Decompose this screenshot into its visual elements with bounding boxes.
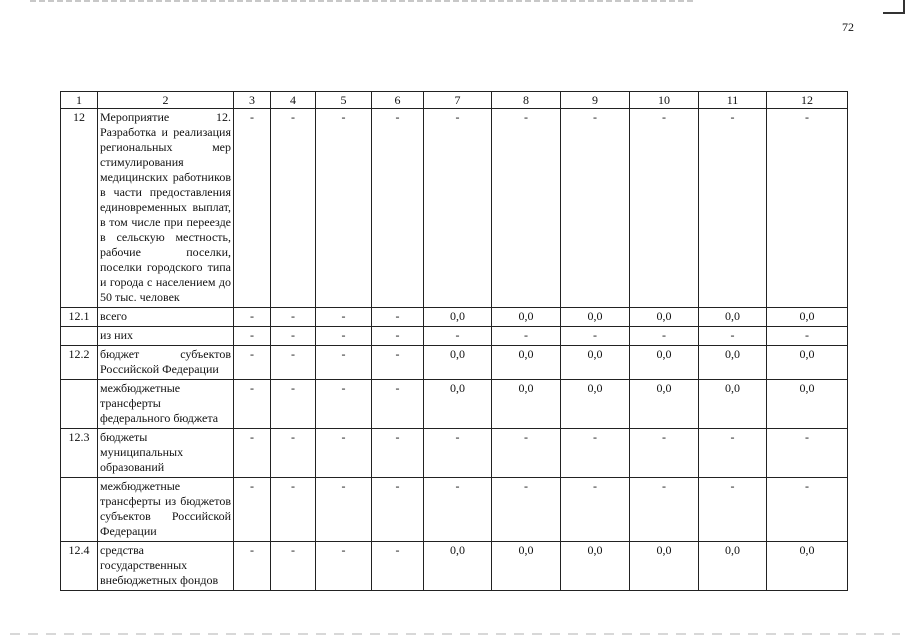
value-cell: - — [372, 327, 424, 346]
value-cell: - — [699, 429, 767, 478]
row-name: бюджеты муниципальных образований — [98, 429, 234, 478]
value-cell: - — [271, 327, 316, 346]
row-name: Мероприятие 12. Разработка и реализация региональных мер стимулирования медицинских работников в части предоставления единовременных выплат, в том числе при переезде в сельскую местность, рабочие поселки, поселки городского типа и города с населением до 50 тыс. человек — [98, 109, 234, 308]
value-cell: 0,0 — [561, 542, 630, 591]
value-cell: - — [234, 478, 271, 542]
value-cell: - — [271, 109, 316, 308]
header-cell: 3 — [234, 92, 271, 109]
value-cell: - — [424, 109, 492, 308]
row-number — [61, 380, 98, 429]
value-cell: - — [630, 109, 699, 308]
value-cell: 0,0 — [492, 380, 561, 429]
value-cell: - — [561, 478, 630, 542]
header-cell: 6 — [372, 92, 424, 109]
value-cell: - — [372, 478, 424, 542]
value-cell: 0,0 — [630, 542, 699, 591]
value-cell: - — [316, 429, 372, 478]
budget-table — [60, 91, 848, 591]
row-number — [61, 327, 98, 346]
value-cell: - — [372, 429, 424, 478]
value-cell: 0,0 — [767, 308, 848, 327]
table-header-row — [61, 92, 848, 109]
value-cell: 0,0 — [561, 380, 630, 429]
value-cell: - — [234, 380, 271, 429]
value-cell: 0,0 — [767, 542, 848, 591]
value-cell: - — [372, 542, 424, 591]
value-cell: 0,0 — [767, 380, 848, 429]
value-cell: - — [492, 478, 561, 542]
value-cell: - — [767, 429, 848, 478]
value-cell: - — [234, 542, 271, 591]
value-cell: - — [767, 478, 848, 542]
value-cell: 0,0 — [424, 346, 492, 380]
table-row — [61, 380, 848, 429]
header-cell: 2 — [98, 92, 234, 109]
value-cell: - — [234, 429, 271, 478]
table-row — [61, 542, 848, 591]
value-cell: 0,0 — [699, 308, 767, 327]
value-cell: - — [271, 429, 316, 478]
value-cell: - — [234, 346, 271, 380]
value-cell: 0,0 — [424, 308, 492, 327]
value-cell: - — [424, 478, 492, 542]
table-row — [61, 109, 848, 308]
value-cell: - — [699, 327, 767, 346]
value-cell: - — [492, 327, 561, 346]
table-row — [61, 308, 848, 327]
value-cell: 0,0 — [699, 380, 767, 429]
row-number: 12 — [61, 109, 98, 308]
value-cell: - — [699, 109, 767, 308]
value-cell: - — [271, 542, 316, 591]
value-cell: 0,0 — [492, 542, 561, 591]
page-number: 72 — [842, 20, 854, 34]
value-cell: - — [630, 327, 699, 346]
table-row — [61, 478, 848, 542]
value-cell: 0,0 — [561, 346, 630, 380]
value-cell: 0,0 — [492, 308, 561, 327]
value-cell: - — [372, 346, 424, 380]
value-cell: 0,0 — [630, 308, 699, 327]
row-number: 12.3 — [61, 429, 98, 478]
row-number: 12.1 — [61, 308, 98, 327]
value-cell: 0,0 — [630, 380, 699, 429]
value-cell: - — [492, 429, 561, 478]
value-cell: - — [316, 380, 372, 429]
header-cell: 1 — [61, 92, 98, 109]
value-cell: - — [316, 542, 372, 591]
scan-edge-top — [30, 0, 695, 2]
value-cell: 0,0 — [699, 542, 767, 591]
value-cell: - — [424, 429, 492, 478]
value-cell: - — [234, 109, 271, 308]
row-number — [61, 478, 98, 542]
value-cell: - — [271, 308, 316, 327]
value-cell: - — [234, 308, 271, 327]
value-cell: 0,0 — [492, 346, 561, 380]
header-cell: 7 — [424, 92, 492, 109]
row-name: средства государственных внебюджетных фондов — [98, 542, 234, 591]
header-cell: 11 — [699, 92, 767, 109]
value-cell: - — [316, 308, 372, 327]
value-cell: - — [767, 327, 848, 346]
value-cell: - — [630, 478, 699, 542]
value-cell: - — [372, 109, 424, 308]
row-name: межбюджетные трансферты из бюджетов субъектов Российской Федерации — [98, 478, 234, 542]
header-cell: 8 — [492, 92, 561, 109]
value-cell: 0,0 — [699, 346, 767, 380]
scan-corner-mark — [883, 0, 905, 14]
header-cell: 9 — [561, 92, 630, 109]
value-cell: 0,0 — [561, 308, 630, 327]
value-cell: - — [271, 478, 316, 542]
value-cell: - — [699, 478, 767, 542]
value-cell: - — [767, 109, 848, 308]
row-name: всего — [98, 308, 234, 327]
value-cell: - — [492, 109, 561, 308]
table-row — [61, 429, 848, 478]
row-name: межбюджетные трансферты федерального бюджета — [98, 380, 234, 429]
value-cell: - — [630, 429, 699, 478]
row-number: 12.2 — [61, 346, 98, 380]
value-cell: - — [316, 109, 372, 308]
table-row — [61, 327, 848, 346]
row-name: бюджет субъектов Российской Федерации — [98, 346, 234, 380]
value-cell: 0,0 — [424, 380, 492, 429]
value-cell: - — [372, 308, 424, 327]
value-cell: - — [271, 380, 316, 429]
header-cell: 5 — [316, 92, 372, 109]
header-cell: 12 — [767, 92, 848, 109]
row-number: 12.4 — [61, 542, 98, 591]
value-cell: 0,0 — [424, 542, 492, 591]
value-cell: - — [372, 380, 424, 429]
value-cell: - — [561, 327, 630, 346]
table-row — [61, 346, 848, 380]
value-cell: - — [424, 327, 492, 346]
header-cell: 10 — [630, 92, 699, 109]
value-cell: - — [271, 346, 316, 380]
value-cell: 0,0 — [767, 346, 848, 380]
value-cell: - — [234, 327, 271, 346]
value-cell: - — [316, 478, 372, 542]
header-cell: 4 — [271, 92, 316, 109]
row-name: из них — [98, 327, 234, 346]
scan-edge-bottom — [10, 633, 900, 635]
value-cell: - — [316, 346, 372, 380]
value-cell: 0,0 — [630, 346, 699, 380]
value-cell: - — [561, 109, 630, 308]
value-cell: - — [316, 327, 372, 346]
value-cell: - — [561, 429, 630, 478]
